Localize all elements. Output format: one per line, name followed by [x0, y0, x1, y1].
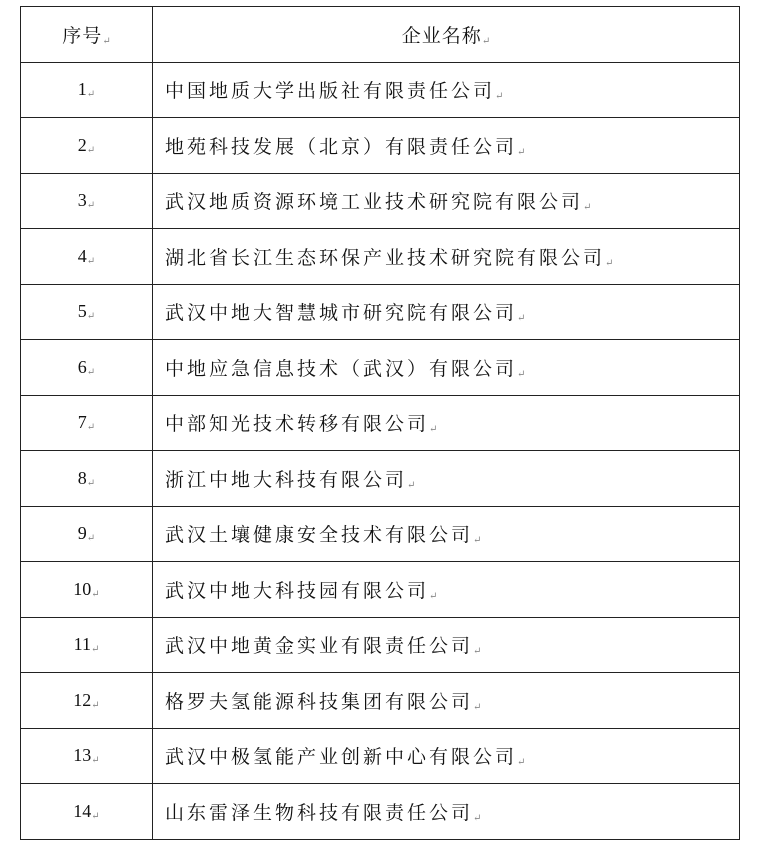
paragraph-mark-icon: ↵ — [91, 588, 100, 600]
serial-number-cell: 5↵ — [21, 284, 153, 340]
paragraph-mark-icon: ↵ — [517, 146, 526, 158]
paragraph-mark-icon: ↵ — [583, 202, 592, 214]
company-name-cell: 武汉土壤健康安全技术有限公司↵ — [153, 506, 740, 562]
header-serial-number: 序号↵ — [21, 7, 153, 63]
paragraph-mark-icon: ↵ — [91, 810, 100, 822]
paragraph-mark-icon: ↵ — [86, 255, 96, 267]
company-name-cell: 武汉中地大智慧城市研究院有限公司↵ — [153, 284, 740, 340]
table-row — [21, 506, 740, 562]
company-name-cell: 武汉中极氢能产业创新中心有限公司↵ — [153, 728, 740, 784]
company-name-cell: 中部知光技术转移有限公司↵ — [153, 395, 740, 451]
company-name-cell: 中国地质大学出版社有限责任公司↵ — [153, 62, 740, 118]
table-row — [21, 617, 740, 673]
paragraph-mark-icon: ↵ — [86, 366, 96, 378]
paragraph-mark-icon: ↵ — [517, 368, 526, 380]
table-row — [21, 118, 740, 174]
table-row — [21, 395, 740, 451]
company-name-cell: 地苑科技发展（北京）有限责任公司↵ — [153, 118, 740, 174]
table-header-row — [21, 7, 740, 63]
paragraph-mark-icon: ↵ — [86, 144, 96, 156]
paragraph-mark-icon: ↵ — [86, 422, 96, 434]
company-name-cell: 浙江中地大科技有限公司↵ — [153, 451, 740, 507]
paragraph-mark-icon: ↵ — [429, 424, 438, 436]
table-row — [21, 173, 740, 229]
company-name-cell: 武汉中地黄金实业有限责任公司↵ — [153, 617, 740, 673]
paragraph-mark-icon: ↵ — [407, 479, 416, 491]
serial-number-cell: 2↵ — [21, 118, 153, 174]
serial-number-cell: 12↵ — [21, 673, 153, 729]
paragraph-mark-icon: ↵ — [102, 35, 111, 47]
table-row — [21, 340, 740, 396]
serial-number-cell: 9↵ — [21, 506, 153, 562]
paragraph-mark-icon: ↵ — [473, 701, 482, 713]
company-name-cell: 武汉地质资源环境工业技术研究院有限公司↵ — [153, 173, 740, 229]
paragraph-mark-icon: ↵ — [473, 646, 482, 658]
paragraph-mark-icon: ↵ — [517, 757, 526, 769]
serial-number-cell: 10↵ — [21, 562, 153, 618]
header-company-name: 企业名称↵ — [153, 7, 740, 63]
paragraph-mark-icon: ↵ — [86, 477, 96, 489]
table-row — [21, 728, 740, 784]
paragraph-mark-icon: ↵ — [517, 313, 526, 325]
table-row — [21, 562, 740, 618]
company-name-cell: 中地应急信息技术（武汉）有限公司↵ — [153, 340, 740, 396]
company-name-cell: 湖北省长江生态环保产业技术研究院有限公司↵ — [153, 229, 740, 285]
serial-number-cell: 6↵ — [21, 340, 153, 396]
paragraph-mark-icon: ↵ — [429, 590, 438, 602]
serial-number-cell: 8↵ — [21, 451, 153, 507]
paragraph-mark-icon: ↵ — [473, 535, 482, 547]
company-name-cell: 山东雷泽生物科技有限责任公司↵ — [153, 784, 740, 840]
paragraph-mark-icon: ↵ — [86, 533, 96, 545]
table-row — [21, 784, 740, 840]
paragraph-mark-icon: ↵ — [91, 755, 100, 767]
serial-number-cell: 11↵ — [21, 617, 153, 673]
serial-number-cell: 4↵ — [21, 229, 153, 285]
table-row — [21, 62, 740, 118]
paragraph-mark-icon: ↵ — [91, 699, 100, 711]
company-table — [20, 6, 740, 840]
serial-number-cell: 14↵ — [21, 784, 153, 840]
table-row — [21, 451, 740, 507]
serial-number-cell: 3↵ — [21, 173, 153, 229]
serial-number-cell: 1↵ — [21, 62, 153, 118]
table-row — [21, 673, 740, 729]
serial-number-cell: 7↵ — [21, 395, 153, 451]
paragraph-mark-icon: ↵ — [86, 89, 96, 101]
paragraph-mark-icon: ↵ — [605, 257, 614, 269]
paragraph-mark-icon: ↵ — [86, 200, 96, 212]
company-name-cell: 武汉中地大科技园有限公司↵ — [153, 562, 740, 618]
serial-number-cell: 13↵ — [21, 728, 153, 784]
paragraph-mark-icon: ↵ — [86, 311, 96, 323]
paragraph-mark-icon: ↵ — [473, 812, 482, 824]
table-row — [21, 284, 740, 340]
company-name-cell: 格罗夫氢能源科技集团有限公司↵ — [153, 673, 740, 729]
paragraph-mark-icon: ↵ — [90, 644, 100, 656]
table-row — [21, 229, 740, 285]
paragraph-mark-icon: ↵ — [481, 35, 491, 47]
paragraph-mark-icon: ↵ — [495, 91, 504, 103]
